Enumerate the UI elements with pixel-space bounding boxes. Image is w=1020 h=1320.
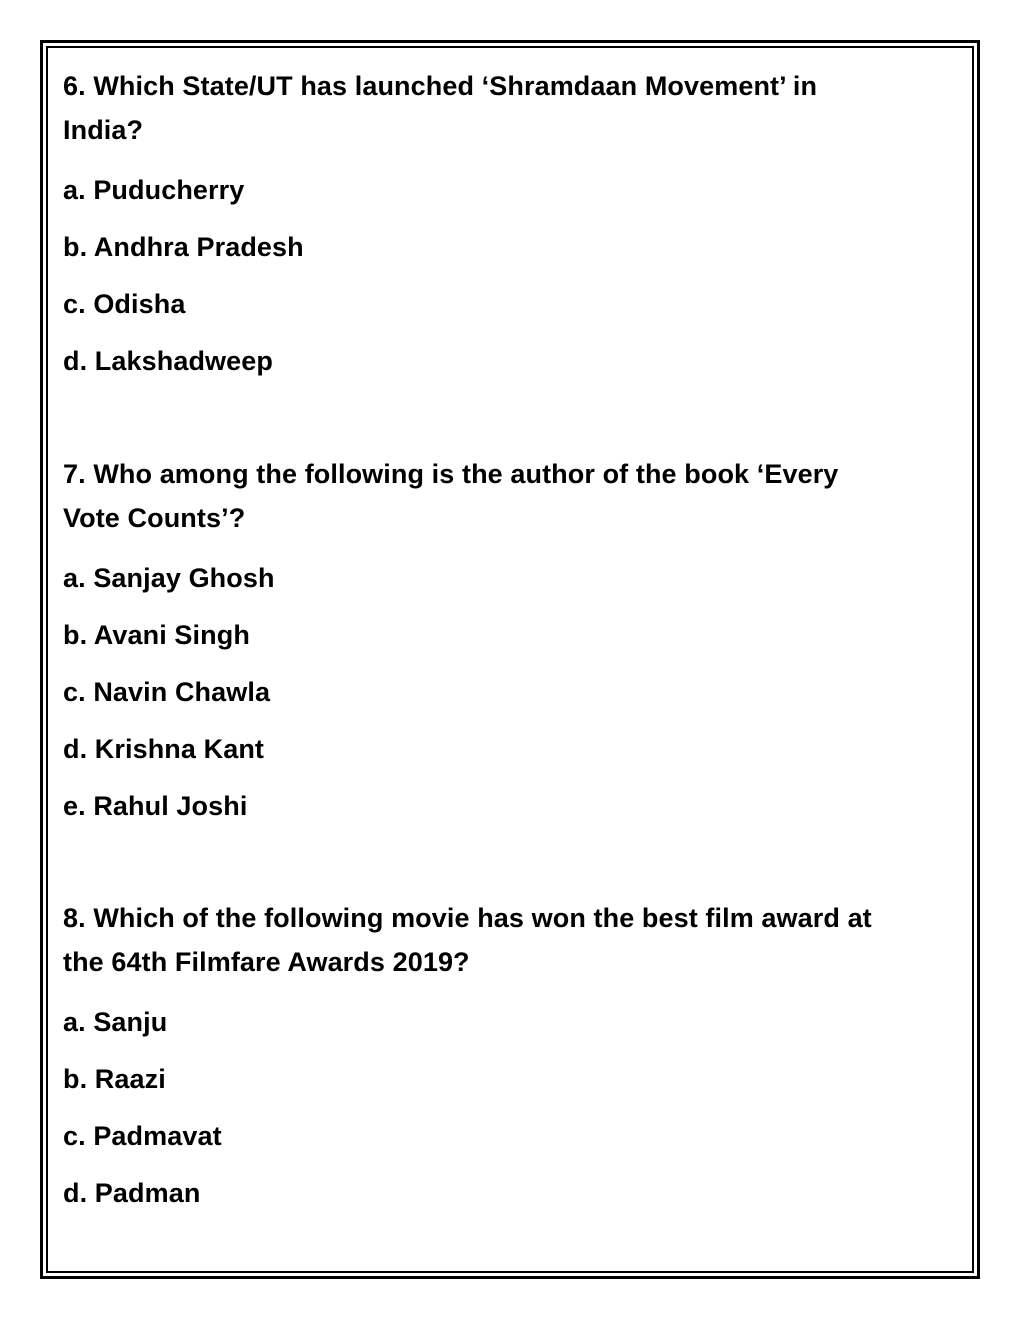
question-7 — [63, 452, 838, 540]
question-8-option-c: c. Padmavat — [63, 1121, 222, 1151]
question-7-option-e: e. Rahul Joshi — [63, 791, 248, 821]
question-6-option-c: c. Odisha — [63, 289, 186, 319]
question-8 — [63, 896, 872, 984]
question-8-option-a: a. Sanju — [63, 1007, 168, 1037]
question-6 — [63, 64, 817, 152]
question-7-option-b: b. Avani Singh — [63, 620, 250, 650]
page-border-inner — [46, 46, 974, 1273]
question-6-option-d: d. Lakshadweep — [63, 346, 273, 376]
question-7-line-1: 7. Who among the following is the author of the book ‘Every — [63, 459, 839, 489]
question-6-options — [63, 168, 304, 396]
question-8-line-2: the 64th Filmfare Awards 2019? — [63, 947, 470, 977]
question-6-line-1: 6. Which State/UT has launched ‘Shramdaan Movement’ in — [63, 71, 818, 101]
question-7-line-2: Vote Counts’? — [63, 503, 246, 533]
question-6-option-b: b. Andhra Pradesh — [63, 232, 304, 262]
question-7-option-d: d. Krishna Kant — [63, 734, 265, 764]
page-border-outer — [40, 40, 980, 1279]
question-7-option-c: c. Navin Chawla — [63, 677, 271, 707]
question-8-options — [63, 1000, 222, 1228]
question-8-line-1: 8. Which of the following movie has won the best film award at — [63, 903, 872, 933]
question-7-option-a: a. Sanjay Ghosh — [63, 563, 275, 593]
question-6-line-2: India? — [63, 115, 144, 145]
question-6-option-a: a. Puducherry — [63, 175, 245, 205]
question-8-option-b: b. Raazi — [63, 1064, 166, 1094]
question-8-option-d: d. Padman — [63, 1178, 201, 1208]
question-7-options — [63, 556, 275, 841]
